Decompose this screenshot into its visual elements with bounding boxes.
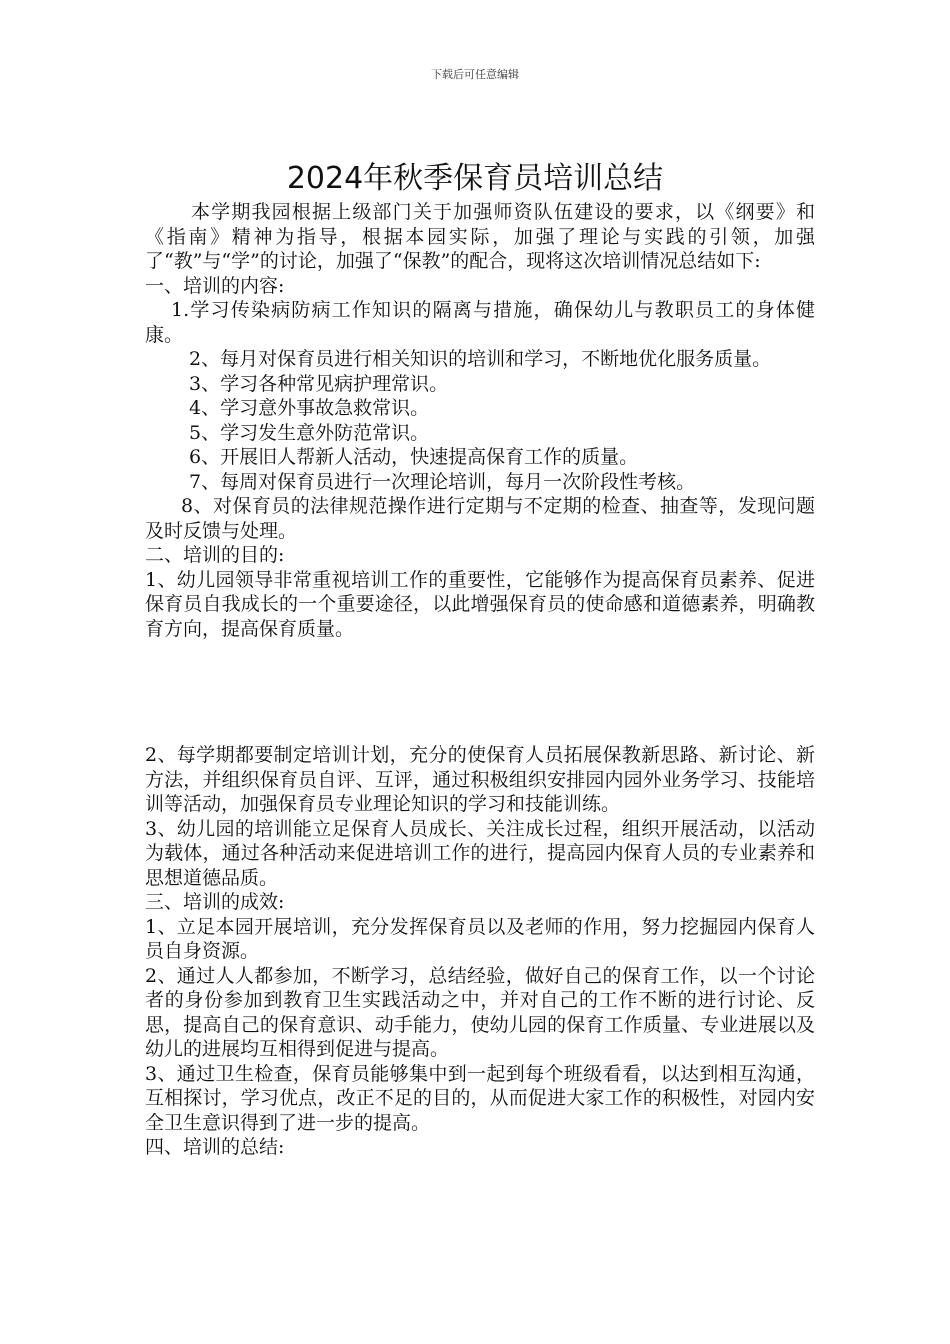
section-heading: 二、培训的目的: xyxy=(145,544,285,566)
paragraph: 3、学习各种常见病护理常识。 xyxy=(189,372,449,395)
document-title: 2024年秋季保育员培训总结 xyxy=(286,161,664,196)
paragraph: 3、通过卫生检查，保育员能够集中到一起到每个班级看看，以达到相互沟通，互相探讨，学习优点，改正不足的目的，从而促进大家工作的积极性，对园内安全卫生意识得到了进一步的提高。 xyxy=(145,1062,815,1134)
paragraph: 2、每月对保育员进行相关知识的培训和学习，不断地优化服务质量。 xyxy=(189,348,772,370)
paragraph: 5、学习发生意外防范常识。 xyxy=(189,421,430,444)
paragraph: 7、每周对保育员进行一次理论培训，每月一次阶段性考核。 xyxy=(189,470,696,493)
section-heading: 一、培训的内容: xyxy=(145,274,285,297)
paragraph: 本学期我园根据上级部门关于加强师资队伍建设的要求，以《纲要》和《指南》精神为指导，根据本园实际，加强了理论与实践的引领，加强了“教”与“学”的讨论，加强了“保教”的配合，现将这次培训情况总结如下: xyxy=(145,201,815,272)
paragraph: 1.学习传染病防病工作知识的隔离与措施，确保幼儿与教职员工的身体健康。 xyxy=(145,299,815,346)
paragraph: 4、学习意外事故急救常识。 xyxy=(189,397,430,419)
paragraph: 2、每学期都要制定培训计划，充分的使保育人员拓展保教新思路、新讨论、新方法，并组织保育员自评、互评，通过积极组织安排园内园外业务学习、技能培训等活动，加强保育员专业理论知识的学习和技能训练。 xyxy=(145,744,815,815)
paragraph: 2、通过人人都参加，不断学习，总结经验，做好自己的保育工作，以一个讨论者的身份参加到教育卫生实践活动之中，并对自己的工作不断的进行讨论、反思，提高自己的保育意识、动手能力，使幼儿园的保育工作质量、专业进展以及幼儿的进展均互相得到促进与提高。 xyxy=(145,964,815,1060)
paragraph: 1、立足本园开展培训，充分发挥保育员以及老师的作用，努力挖掘园内保育人员自身资源。 xyxy=(145,915,815,962)
section-heading: 四、培训的总结: xyxy=(145,1136,285,1158)
paragraph: 6、开展旧人帮新人活动，快速提高保育工作的质量。 xyxy=(189,446,639,468)
section-heading: 三、培训的成效: xyxy=(145,891,285,913)
body-block-2 xyxy=(145,743,815,1160)
paragraph: 3、幼儿园的培训能立足保育人员成长、关注成长过程，组织开展活动，以活动为载体，通过各种活动来促进培训工作的进行，提高园内保育人员的专业素养和思想道德品质。 xyxy=(145,817,815,889)
header-note: 下载后可任意编辑 xyxy=(431,68,519,81)
paragraph: 1、幼儿园领导非常重视培训工作的重要性，它能够作为提高保育员素养、促进保育员自我成长的一个重要途径，以此增强保育员的使命感和道德素养，明确教育方向，提高保育质量。 xyxy=(145,568,815,640)
paragraph: 8、对保育员的法律规范操作进行定期与不定期的检查、抽查等，发现问题及时反馈与处理。 xyxy=(145,495,815,542)
body-block-1 xyxy=(145,200,815,641)
